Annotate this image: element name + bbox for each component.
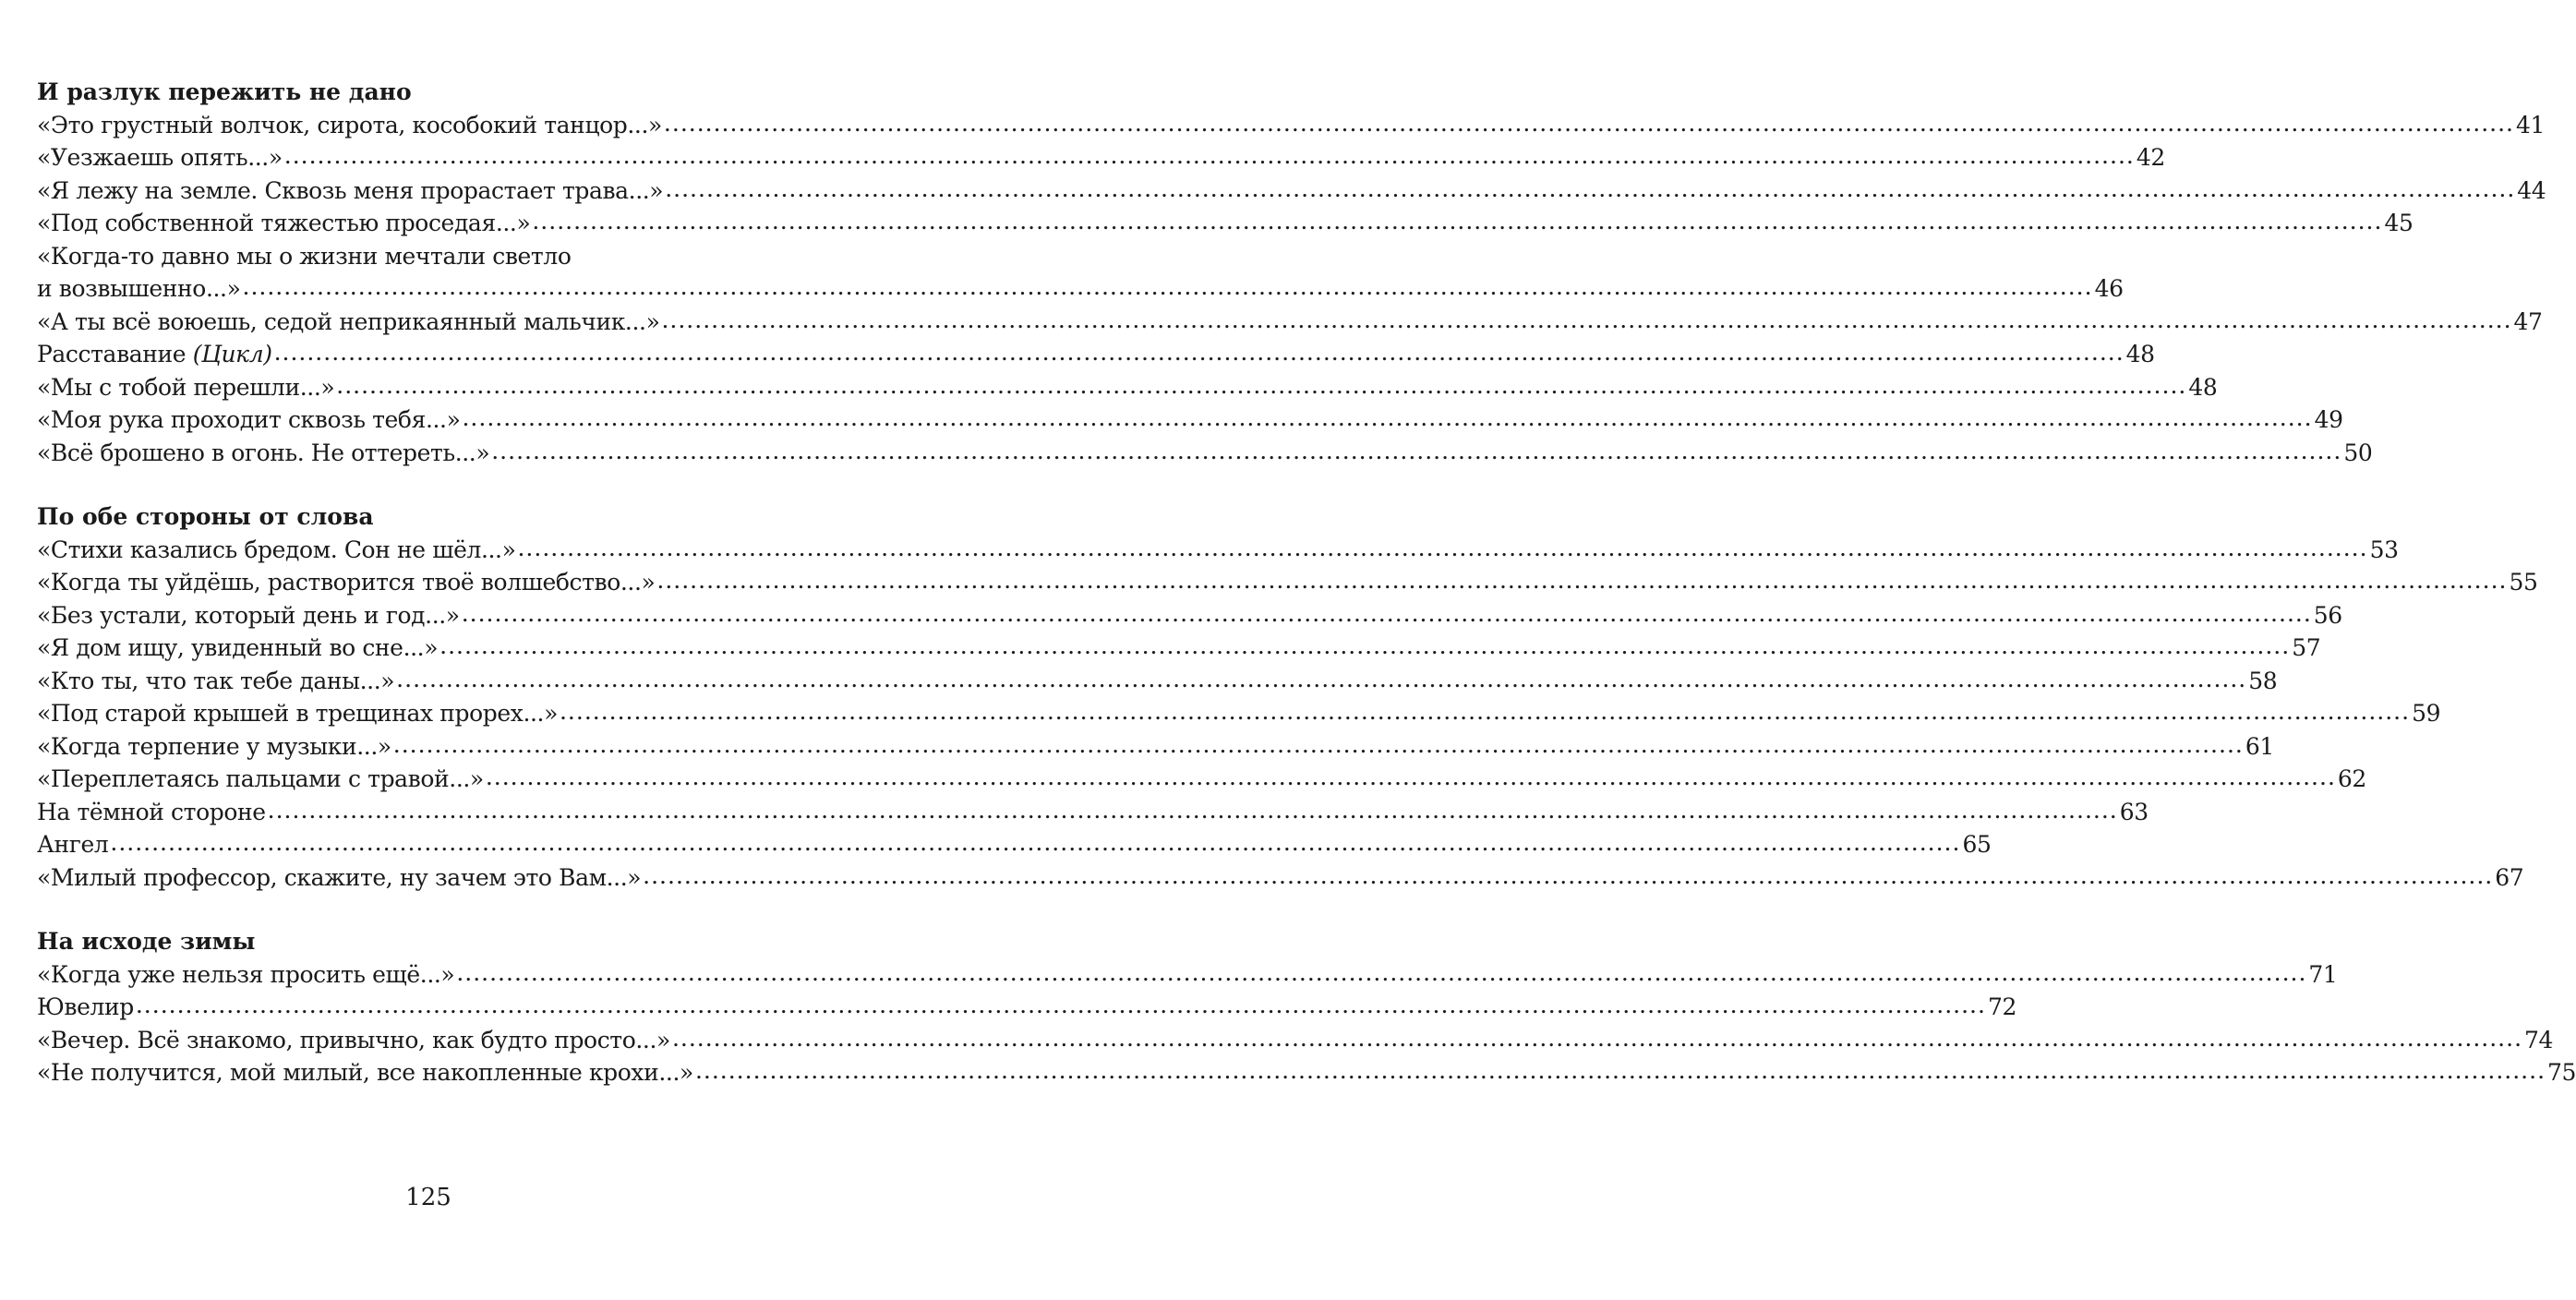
toc-entry-line bbox=[37, 240, 809, 273]
entry-page-number: 59 bbox=[2412, 700, 2441, 727]
entry-page-number: 42 bbox=[2136, 144, 2165, 171]
dot-leader bbox=[136, 989, 1986, 1022]
toc-entry-line bbox=[37, 534, 2399, 567]
dot-leader bbox=[695, 1054, 2546, 1088]
entry-page-number: 44 bbox=[2517, 176, 2546, 204]
entry-page-number: 56 bbox=[2313, 601, 2342, 629]
toc-entry bbox=[37, 371, 2218, 404]
entry-page-number: 48 bbox=[2125, 341, 2155, 367]
toc-entry-line bbox=[37, 566, 2538, 599]
entry-page-number: 61 bbox=[2245, 732, 2274, 760]
dot-leader bbox=[532, 205, 2382, 238]
entry-title-text: «Стихи казались бредом. Сон не шёл...» bbox=[37, 536, 516, 563]
entry-title-text: «Не получится, мой милый, все накопленные крохи...» bbox=[37, 1059, 693, 1086]
toc-entry bbox=[37, 958, 2338, 992]
entry-title-text: Ювелир bbox=[37, 993, 134, 1020]
entry-page-number: 74 bbox=[2524, 1026, 2554, 1053]
entry-title bbox=[37, 338, 272, 371]
entry-title-text: Ангел bbox=[37, 831, 109, 858]
toc-entry bbox=[37, 599, 2342, 632]
toc-entry bbox=[37, 109, 2546, 142]
entry-page-number: 50 bbox=[2343, 439, 2373, 466]
toc-entry-line bbox=[37, 306, 2543, 339]
toc-entry bbox=[37, 828, 1992, 861]
entry-title bbox=[37, 599, 460, 632]
entry-title bbox=[37, 175, 663, 208]
entry-title bbox=[37, 861, 641, 895]
entry-title-text: На тёмной стороне bbox=[37, 798, 266, 825]
toc-entry bbox=[37, 665, 2278, 698]
toc-entry-line bbox=[37, 828, 1992, 861]
entry-page-number: 67 bbox=[2495, 863, 2524, 891]
entry-title-text: «Моя рука проходит сквозь тебя...» bbox=[37, 406, 461, 433]
entry-title-text: «Я лежу на земле. Сквозь меня прорастает трава...» bbox=[37, 176, 664, 204]
entry-title bbox=[37, 437, 489, 470]
toc-entry-line bbox=[37, 599, 2342, 632]
toc-entry bbox=[37, 566, 2538, 599]
toc-entry-line bbox=[37, 338, 2155, 371]
toc-entry-line bbox=[37, 1024, 2554, 1057]
toc-entry-line bbox=[37, 991, 2016, 1024]
dot-leader bbox=[462, 402, 2312, 435]
toc-entry bbox=[37, 141, 2165, 175]
entry-title-text: «Милый профессор, скажите, ну зачем это Вам...» bbox=[37, 863, 642, 891]
entry-title-text: «Это грустный волчок, сирота, кособокий танцор...» bbox=[37, 111, 662, 138]
entry-page-number: 55 bbox=[2509, 569, 2538, 596]
dot-leader bbox=[243, 271, 2093, 304]
entry-page-number: 58 bbox=[2248, 667, 2278, 694]
entry-title bbox=[37, 730, 391, 764]
toc-entry-line bbox=[37, 371, 2218, 404]
entry-title-text: «А ты всё воюешь, седой неприкаянный мальчик...» bbox=[37, 307, 660, 335]
entry-title bbox=[37, 828, 108, 861]
table-of-contents bbox=[37, 76, 2576, 1121]
entry-title bbox=[37, 272, 241, 306]
entry-page-number: 49 bbox=[2314, 406, 2343, 433]
entry-title bbox=[37, 763, 484, 796]
toc-section bbox=[37, 925, 2576, 1089]
toc-entry-line bbox=[37, 730, 2274, 764]
entry-page-number: 62 bbox=[2337, 765, 2366, 792]
toc-section bbox=[37, 500, 2538, 894]
toc-entry-line bbox=[37, 697, 2441, 730]
entry-title bbox=[37, 109, 662, 142]
toc-entry bbox=[37, 796, 2149, 829]
toc-entry-line bbox=[37, 1056, 2576, 1089]
toc-entry-line bbox=[37, 796, 2149, 829]
toc-entry-line bbox=[37, 109, 2546, 142]
entry-title-text: «Под старой крышей в трещинах прорех...» bbox=[37, 700, 558, 727]
entry-title bbox=[37, 697, 558, 730]
entry-title-text: «Мы с тобой перешли...» bbox=[37, 373, 335, 401]
entry-title bbox=[37, 240, 572, 273]
entry-page-number: 47 bbox=[2513, 307, 2543, 335]
entry-title-text: «Без устали, который день и год...» bbox=[37, 601, 460, 629]
entry-title-text: «Под собственной тяжестью проседая...» bbox=[37, 210, 531, 236]
toc-entry bbox=[37, 991, 2016, 1024]
dot-leader bbox=[396, 663, 2246, 696]
toc-entry-line bbox=[37, 175, 2546, 208]
entry-title-text: «Когда терпение у музыки...» bbox=[37, 732, 391, 760]
toc-entry bbox=[37, 730, 2274, 764]
entry-title bbox=[37, 796, 266, 829]
toc-entry-line bbox=[37, 861, 2524, 895]
dot-leader bbox=[393, 728, 2244, 762]
toc-entry-line bbox=[37, 272, 2124, 306]
entry-page-number: 41 bbox=[2516, 111, 2546, 138]
entry-title-text: «Всё брошено в огонь. Не оттереть...» bbox=[37, 439, 490, 466]
toc-entry-line bbox=[37, 958, 2338, 992]
entry-title bbox=[37, 207, 530, 240]
entry-page-number: 57 bbox=[2292, 634, 2321, 661]
entry-page-number: 65 bbox=[1962, 831, 1992, 858]
toc-entry bbox=[37, 437, 2373, 470]
section-title: По обе стороны от слова bbox=[37, 503, 374, 530]
toc-entry-line bbox=[37, 665, 2278, 698]
toc-section bbox=[37, 76, 2546, 469]
dot-leader bbox=[486, 761, 2336, 794]
dot-leader bbox=[268, 794, 2118, 827]
entry-title-text: «Переплетаясь пальцами с травой...» bbox=[37, 765, 484, 792]
entry-title bbox=[37, 665, 394, 698]
entry-title-text: «Я дом ищу, увиденный во сне...» bbox=[37, 634, 439, 661]
entry-note: (Цикл) bbox=[192, 341, 272, 367]
entry-title bbox=[37, 1024, 670, 1057]
toc-entry bbox=[37, 534, 2399, 567]
entry-page-number: 71 bbox=[2308, 960, 2338, 988]
entry-title-text: «Когда уже нельзя просить ещё...» bbox=[37, 960, 455, 988]
dot-leader bbox=[439, 630, 2290, 663]
dot-leader bbox=[560, 695, 2410, 728]
entry-page-number: 53 bbox=[2369, 536, 2399, 563]
page-number: 125 bbox=[405, 1184, 451, 1211]
toc-entry bbox=[37, 207, 2413, 240]
dot-leader bbox=[456, 957, 2306, 990]
toc-entry-line bbox=[37, 141, 2165, 175]
entry-title bbox=[37, 403, 460, 437]
toc-entry bbox=[37, 697, 2441, 730]
dot-leader bbox=[110, 826, 1960, 860]
toc-entry-line bbox=[37, 437, 2373, 470]
dot-leader bbox=[491, 435, 2341, 468]
dot-leader bbox=[643, 860, 2493, 893]
toc-entry bbox=[37, 403, 2343, 437]
dot-leader bbox=[284, 139, 2135, 173]
entry-page-number: 48 bbox=[2188, 373, 2218, 401]
entry-title bbox=[37, 566, 655, 599]
toc-entry bbox=[37, 632, 2321, 665]
section-title: И разлук пережить не дано bbox=[37, 78, 412, 105]
dot-leader bbox=[517, 532, 2367, 565]
toc-entry bbox=[37, 1056, 2576, 1089]
entry-title bbox=[37, 534, 515, 567]
dot-leader bbox=[274, 336, 2125, 369]
toc-entry-line bbox=[37, 632, 2321, 665]
toc-entry bbox=[37, 763, 2366, 796]
entry-title-text: «Кто ты, что так тебе даны...» bbox=[37, 667, 395, 694]
entry-title bbox=[37, 958, 454, 992]
toc-entry bbox=[37, 306, 2543, 339]
toc-entry bbox=[37, 1024, 2554, 1057]
dot-leader bbox=[672, 1022, 2522, 1055]
toc-entry-line bbox=[37, 403, 2343, 437]
toc-entry bbox=[37, 338, 2155, 371]
dot-leader bbox=[664, 107, 2514, 140]
entry-title-text: «Вечер. Всё знакомо, привычно, как будто просто...» bbox=[37, 1026, 670, 1053]
dot-leader bbox=[336, 369, 2186, 403]
entry-title bbox=[37, 991, 134, 1024]
entry-title-text: и возвышенно...» bbox=[37, 275, 241, 302]
entry-title bbox=[37, 632, 438, 665]
entry-page-number: 72 bbox=[1987, 993, 2016, 1020]
entry-page-number: 46 bbox=[2094, 275, 2124, 302]
dot-leader bbox=[661, 304, 2511, 337]
dot-leader bbox=[462, 597, 2312, 631]
toc-entry-line bbox=[37, 763, 2366, 796]
entry-title bbox=[37, 141, 283, 175]
entry-page-number: 75 bbox=[2547, 1059, 2576, 1086]
entry-title-text: Расставание bbox=[37, 341, 193, 367]
toc-entry bbox=[37, 861, 2524, 895]
dot-leader bbox=[665, 173, 2515, 206]
toc-entry-line bbox=[37, 207, 2413, 240]
toc-entry bbox=[37, 240, 2124, 306]
entry-title bbox=[37, 306, 659, 339]
entry-title-text: «Когда-то давно мы о жизни мечтали светло bbox=[37, 242, 572, 270]
entry-page-number: 63 bbox=[2119, 798, 2149, 825]
entry-title bbox=[37, 1056, 693, 1089]
entry-title-text: «Когда ты уйдёшь, растворится твоё волшебство...» bbox=[37, 569, 656, 596]
entry-title bbox=[37, 371, 334, 404]
toc-entry bbox=[37, 175, 2546, 208]
dot-leader bbox=[656, 564, 2507, 597]
entry-title-text: «Уезжаешь опять...» bbox=[37, 144, 283, 171]
entry-page-number: 45 bbox=[2384, 210, 2413, 236]
section-title: На исходе зимы bbox=[37, 928, 256, 955]
